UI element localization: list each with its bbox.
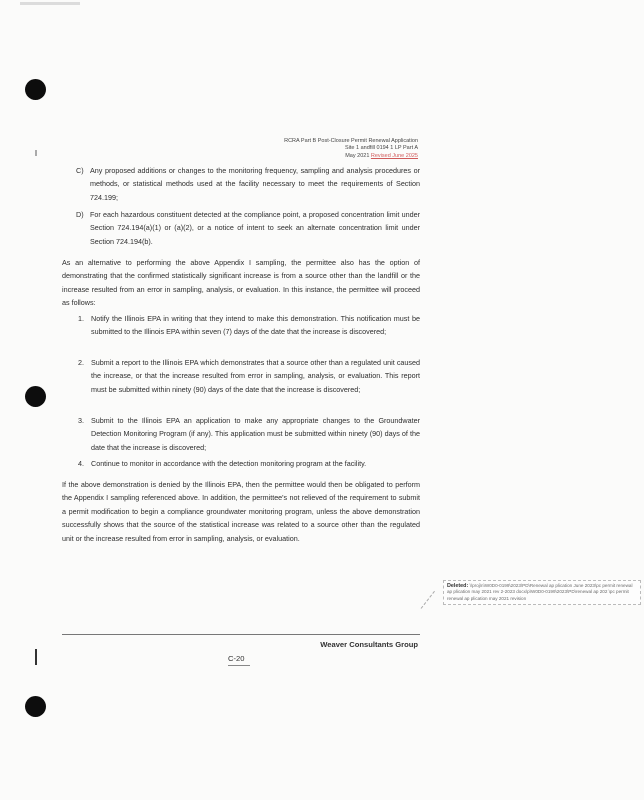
comment-text: \\proj\n\W0D0-0199\2023\PD\Renewal ap plication June 2023\pc permit renewal ap plication may 2021 rev 2-2023 docx\p\W0D0-0199\2023\PD\renewal ap 202 \pc permit renewal ap plication may 2021 revision <box>447 583 633 601</box>
list-text: Any proposed additions or changes to the monitoring frequency, sampling and analysis procedures or methods, or statistical methods used at the facility necessary to meet the requirements of Section 724.199; <box>90 166 420 202</box>
list-label: D) <box>76 210 84 219</box>
margin-mark <box>35 150 37 156</box>
step-number: 4. <box>78 459 84 468</box>
header-line-1: RCRA Part B Post-Closure Permit Renewal Application <box>284 138 418 144</box>
scan-artifact <box>20 2 80 5</box>
paragraph-alternative: As an alternative to performing the above Appendix I sampling, the permittee also has the option of demonstrating that the confirmed statistically significant increase is from a source other than the landfill or the increase resulted from an error in sampling, analysis, or evaluation. In this instance, the permittee will proceed as follows: <box>62 258 420 308</box>
paragraph-denied: If the above demonstration is denied by the Illinois EPA, then the permittee would then be obligated to perform the Appendix I sampling referenced above. In addition, the permittee's not relieved of the requirement to submit a permit modification to begin a compliance groundwater monitoring program, unless the above demonstration successfully shows that the source of the statistical increase was related to a source other than the regulated unit or the increase resulted from error in sampling, analysis, or evaluation. <box>62 480 420 543</box>
punch-hole-top <box>25 79 46 100</box>
document-body <box>62 164 420 604</box>
list-text: For each hazardous constituent detected at the compliance point, a proposed concentration limit under Section 724.194(a)(1) or (a)(2), or a notice of intent to seek an alternate concentration limit under Section 724.194(b). <box>90 210 420 246</box>
page-number: C-20 <box>228 654 245 663</box>
list-item-c <box>76 164 420 204</box>
punch-hole-bottom <box>25 696 46 717</box>
list-item-step <box>78 457 420 470</box>
step-number: 1. <box>78 314 84 323</box>
comment-label: Deleted: <box>447 583 469 589</box>
document-header <box>284 138 418 160</box>
header-date: May 2021 <box>345 152 371 159</box>
step-text: Notify the Illinois EPA in writing that they intend to make this demonstration. This notification must be submitted to the Illinois EPA within seven (7) days of the date that the increase is discovered; <box>91 314 420 337</box>
step-number: 3. <box>78 416 84 425</box>
list-item-step <box>78 356 420 396</box>
step-text: Continue to monitor in accordance with the detection monitoring program at the facility. <box>91 459 367 468</box>
step-text: Submit to the Illinois EPA an application to make any appropriate changes to the Groundwater Detection Monitoring Program (if any). This application must be submitted within ninety (90) days of the date that the increase is discovered; <box>91 416 420 452</box>
footer-rule <box>62 634 420 635</box>
header-revision: Revised June 2025 <box>370 152 418 159</box>
header-line-2: Site 1 andfill 0194 1 LP Part A <box>345 145 418 152</box>
page-number-underline <box>228 665 250 666</box>
list-item-d <box>76 208 420 248</box>
deleted-comment-balloon[interactable] <box>443 580 641 605</box>
list-label: C) <box>76 166 84 175</box>
list-item-step <box>78 312 420 339</box>
punch-hole-middle <box>25 386 46 407</box>
list-item-step <box>78 414 420 454</box>
step-number: 2. <box>78 358 84 367</box>
header-line-3 <box>284 153 418 160</box>
step-text: Submit a report to the Illinois EPA which demonstrates that a source other than a regulated unit caused the increase, or that the increase resulted from error in sampling, analysis, or evaluation. This report must be submitted within ninety (90) days of the date that the increase is discovered; <box>91 358 420 394</box>
margin-mark <box>35 649 37 665</box>
comment-connector <box>421 591 435 609</box>
footer-firm-name: Weaver Consultants Group <box>320 640 418 649</box>
